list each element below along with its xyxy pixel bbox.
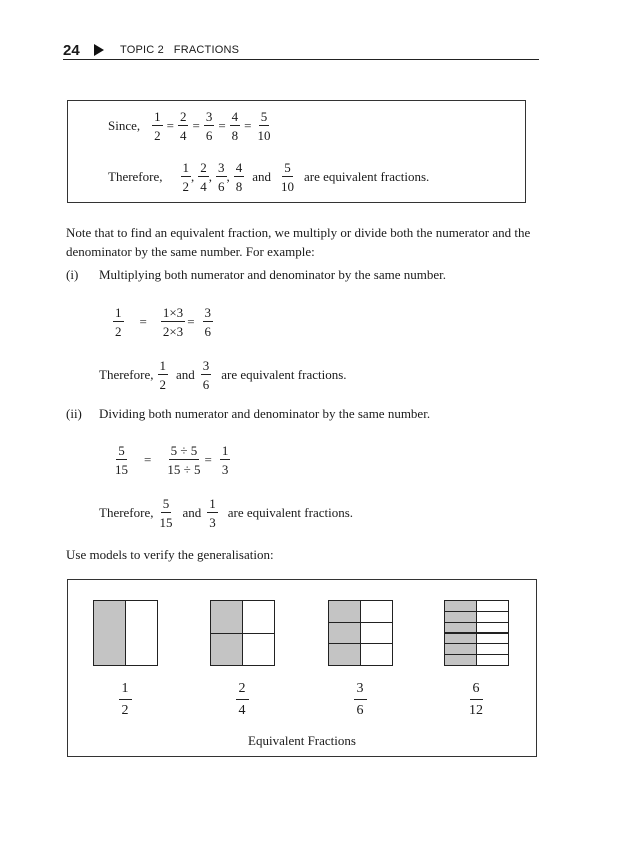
and-word: and: [176, 367, 195, 382]
fraction: $\frac{3}{6}$: [204, 305, 212, 339]
equals-sign: =: [139, 314, 147, 329]
therefore-label: Therefore,: [108, 169, 163, 184]
and-word: and: [182, 505, 202, 520]
since-label: Since,: [108, 118, 141, 133]
therefore-label: Therefore,: [99, 505, 154, 520]
fraction: $\frac{1\times 3}{2\times 3}$: [162, 305, 184, 339]
fraction: $\frac{1}{2}$: [115, 305, 122, 339]
model-cell: [444, 654, 477, 666]
model-cell: [360, 600, 393, 623]
model-cell: [360, 622, 393, 645]
model-fraction-label: $\frac{2}{4}$: [230, 682, 254, 718]
item-1-label: (i): [66, 267, 79, 282]
fraction: $\frac{5}{10}$: [257, 109, 271, 143]
model-cell: [476, 654, 509, 666]
fraction: $\frac{5}{15}$: [159, 496, 173, 530]
fraction: $\frac{3}{6}$: [202, 358, 210, 392]
fraction: $\frac{1}{3}$: [221, 443, 229, 477]
model-fraction-label: $\frac{3}{6}$: [348, 682, 372, 718]
topic-label: TOPIC 2: [120, 44, 164, 56]
model-cell: [328, 622, 361, 645]
fraction: $\frac{3}{6}$: [218, 160, 225, 194]
equals-sign: =: [204, 452, 212, 467]
models-caption: Equivalent Fractions: [248, 733, 356, 748]
fraction-model-6-12: [444, 600, 508, 665]
fraction-model-3-6: [328, 600, 392, 665]
fraction: $\frac{4}{8}$: [235, 160, 243, 194]
equals-sign: =: [244, 118, 252, 133]
therefore-tail: are equivalent fractions.: [221, 367, 347, 382]
model-cell: [360, 643, 393, 666]
fraction: $\frac{1}{2}$: [154, 109, 161, 143]
item-2-equation: [113, 440, 230, 480]
model-cell: [125, 600, 158, 666]
model-fraction-label: $\frac{6}{12}$: [469, 681, 483, 718]
item-1-equation: [113, 302, 213, 342]
item-1-text: Multiplying both numerator and denominator by the same number.: [99, 267, 446, 282]
item-2-text: Dividing both numerator and denominator by the same number.: [99, 406, 431, 421]
therefore-line: [108, 157, 429, 197]
fraction: $\frac{4}{8}$: [231, 109, 239, 143]
therefore-tail: are equivalent fractions.: [227, 505, 354, 520]
equals-sign: =: [192, 118, 200, 133]
page-number: 24: [63, 42, 80, 59]
fraction: $\frac{3}{6}$: [205, 109, 213, 143]
model-fraction-label: $\frac{1}{2}$: [113, 682, 137, 718]
model-cell: [242, 633, 275, 667]
chapter-label: FRACTIONS: [173, 44, 240, 56]
note-paragraph: Note that to find an equivalent fraction, we multiply or divide both the numerator and the denominator by the same number. For example:: [66, 225, 531, 259]
model-cell: [328, 600, 361, 623]
comma: ,: [191, 169, 195, 184]
model-cell: [242, 600, 275, 634]
comma: ,: [208, 169, 212, 184]
fraction: $\frac{5}{15}$: [115, 443, 128, 477]
and-word: and: [252, 169, 272, 184]
fraction: $\frac{5}{10}$: [281, 160, 295, 194]
therefore-tail: are equivalent fractions.: [304, 169, 430, 184]
therefore-label: Therefore,: [99, 367, 154, 382]
fraction: $\frac{2}{4}$: [200, 160, 207, 194]
model-cell: [210, 600, 243, 634]
fraction: $\frac{1}{2}$: [182, 160, 189, 194]
fraction: $\frac{1}{2}$: [159, 358, 166, 392]
model-cell: [210, 633, 243, 667]
fraction: $\frac{1}{3}$: [209, 496, 216, 530]
comma: ,: [226, 169, 230, 184]
item-2-label: (ii): [66, 406, 82, 421]
equals-sign: =: [144, 452, 152, 467]
running-header: [120, 44, 239, 56]
play-arrow-icon: [94, 44, 104, 56]
fraction: $\frac{5 \div 5}{15 \div 5}$: [167, 443, 201, 477]
model-cell: [93, 600, 126, 666]
item-2-therefore: [99, 493, 353, 533]
model-cell: [328, 643, 361, 666]
equals-sign: =: [218, 118, 226, 133]
fraction-model-2-4: [210, 600, 274, 665]
since-line: [108, 106, 273, 146]
models-intro: Use models to verify the generalisation:: [66, 547, 274, 562]
fraction: $\frac{2}{4}$: [179, 109, 187, 143]
equals-sign: =: [187, 314, 195, 329]
fraction-model-1-2: [93, 600, 157, 665]
header-rule: [63, 59, 539, 60]
item-1-therefore: [99, 355, 347, 395]
equals-sign: =: [166, 118, 174, 133]
